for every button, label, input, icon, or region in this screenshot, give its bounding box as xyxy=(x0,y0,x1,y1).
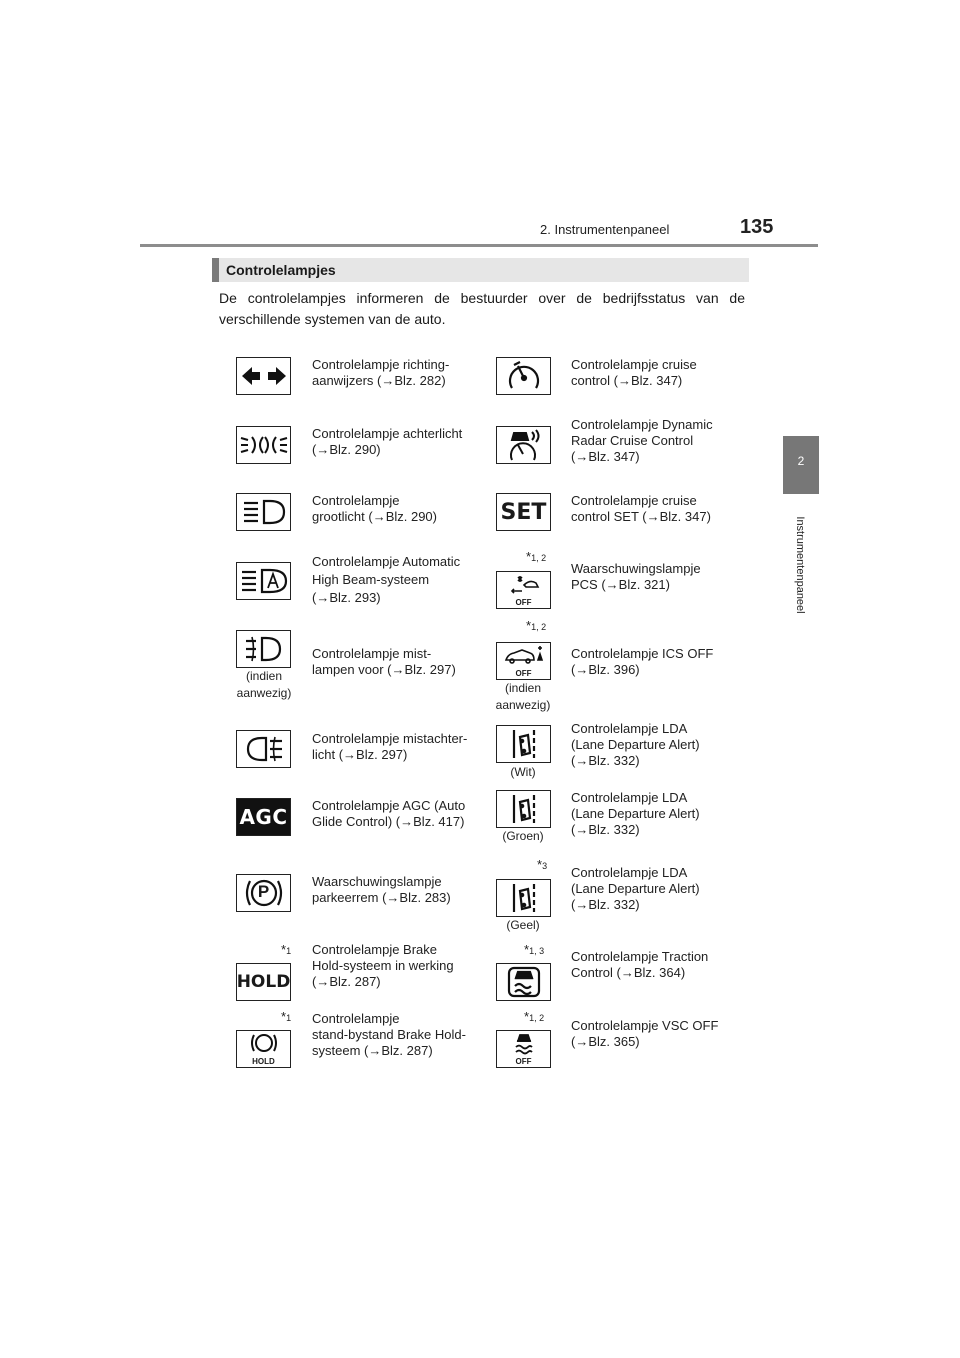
label-vsc: Controlelampje VSC OFF (→Blz. 365) xyxy=(571,1018,719,1049)
traction-control-icon xyxy=(496,963,551,1001)
hold-icon xyxy=(236,963,291,1001)
chapter-label xyxy=(780,505,820,625)
footnote-ics: *1, 2 xyxy=(526,618,547,633)
running-header: 2. Instrumentenpaneel xyxy=(540,222,670,237)
chapter-tab: 2 xyxy=(783,436,819,494)
parking-brake-icon xyxy=(236,874,291,912)
pcs-off-icon xyxy=(496,571,551,609)
cruise-control-icon xyxy=(496,357,551,395)
footnote-pcs: *1, 2 xyxy=(526,549,547,564)
label-cruise-control: Controlelampje cruise control (→Blz. 347) xyxy=(571,357,697,388)
footnote-brake-hold-standby: *1 xyxy=(281,1009,292,1024)
brake-hold-standby-icon xyxy=(236,1030,291,1068)
pcs-off-icon-text: OFF xyxy=(515,598,532,607)
label-pcs: Waarschuwingslampje PCS (→Blz. 321) xyxy=(571,561,701,592)
note-ics: (indien aanwezig) xyxy=(495,681,551,712)
brake-hold-standby-icon-text: HOLD xyxy=(252,1057,275,1066)
lda-green-icon xyxy=(496,790,551,828)
vsc-off-icon-text: OFF xyxy=(515,1057,532,1066)
cruise-set-icon xyxy=(496,493,551,531)
note-front-fog: (indien aanwezig) xyxy=(236,669,292,700)
hold-icon-text: HOLD xyxy=(236,972,291,992)
footnote-hold: *1 xyxy=(281,942,292,957)
label-cruise-set: Controlelampje cruise control SET (→Blz. 347) xyxy=(571,493,711,524)
label-parking-brake: Waarschuwingslampje parkeerrem (→Blz. 283) xyxy=(312,874,451,905)
label-traction: Controlelampje Traction Control (→Blz. 364) xyxy=(571,949,709,980)
footnote-traction: *1, 3 xyxy=(524,942,545,957)
cruise-set-icon-text: SET xyxy=(500,499,547,525)
note-lda-white: (Wit) xyxy=(510,765,536,779)
intro-paragraph: De controlelampjes informeren de bestuurder over de bedrijfsstatus van de verschillende systemen van de auto. xyxy=(219,290,745,327)
high-beam-icon xyxy=(236,493,291,531)
label-lda-white: Controlelampje LDA (Lane Departure Alert) (→Blz. 332) xyxy=(571,721,700,768)
note-lda-green: (Groen) xyxy=(502,829,544,843)
label-radar-cruise: Controlelampje Dynamic Radar Cruise Control (→Blz. 347) xyxy=(571,417,713,464)
auto-high-beam-icon xyxy=(236,562,291,600)
label-tail-light: Controlelampje achterlicht (→Blz. 290) xyxy=(312,426,463,457)
parking-brake-icon-text: P xyxy=(257,882,270,901)
label-ics: Controlelampje ICS OFF (→Blz. 396) xyxy=(571,646,714,677)
lda-white-icon xyxy=(496,725,551,763)
lda-yellow-icon xyxy=(496,879,551,917)
agc-icon-text: AGC xyxy=(239,805,288,829)
chapter-label-text: Instrumentenpaneel xyxy=(794,516,806,614)
rear-fog-icon xyxy=(236,730,291,768)
footnote-lda-yellow: *3 xyxy=(537,857,548,872)
front-fog-icon xyxy=(236,630,291,668)
ics-off-icon-text: OFF xyxy=(515,669,532,678)
tail-light-icon xyxy=(236,426,291,464)
label-auto-high-beam: Controlelampje Automatic High Beam-systeem (→Blz. 293) xyxy=(312,554,461,605)
label-lda-yellow: Controlelampje LDA (Lane Departure Alert) (→Blz. 332) xyxy=(571,865,700,912)
label-front-fog: Controlelampje mist- lampen voor (→Blz. 297) xyxy=(312,646,456,677)
header-rule xyxy=(140,244,818,247)
label-rear-fog: Controlelampje mistachter- licht (→Blz. 297) xyxy=(312,731,468,762)
label-turn-signal: Controlelampje richting- aanwijzers (→Blz. 282) xyxy=(312,357,450,388)
label-lda-green: Controlelampje LDA (Lane Departure Alert) (→Blz. 332) xyxy=(571,790,700,837)
label-brake-hold-standby: Controlelampje stand-bystand Brake Hold- systeem (→Blz. 287) xyxy=(312,1011,466,1058)
ics-off-icon xyxy=(496,642,551,680)
turn-signal-icon xyxy=(236,357,291,395)
vsc-off-icon xyxy=(496,1030,551,1068)
page-number: 135 xyxy=(740,216,774,238)
section-title: Controlelampjes xyxy=(212,258,749,282)
note-lda-yellow: (Geel) xyxy=(506,918,540,932)
footnote-vsc: *1, 2 xyxy=(524,1009,545,1024)
label-agc: Controlelampje AGC (Auto Glide Control) (→Blz. 417) xyxy=(312,798,466,829)
agc-icon xyxy=(236,798,291,836)
radar-cruise-icon xyxy=(496,426,551,464)
label-high-beam: Controlelampje grootlicht (→Blz. 290) xyxy=(312,493,437,524)
label-hold: Controlelampje Brake Hold-systeem in werking (→Blz. 287) xyxy=(312,942,454,989)
